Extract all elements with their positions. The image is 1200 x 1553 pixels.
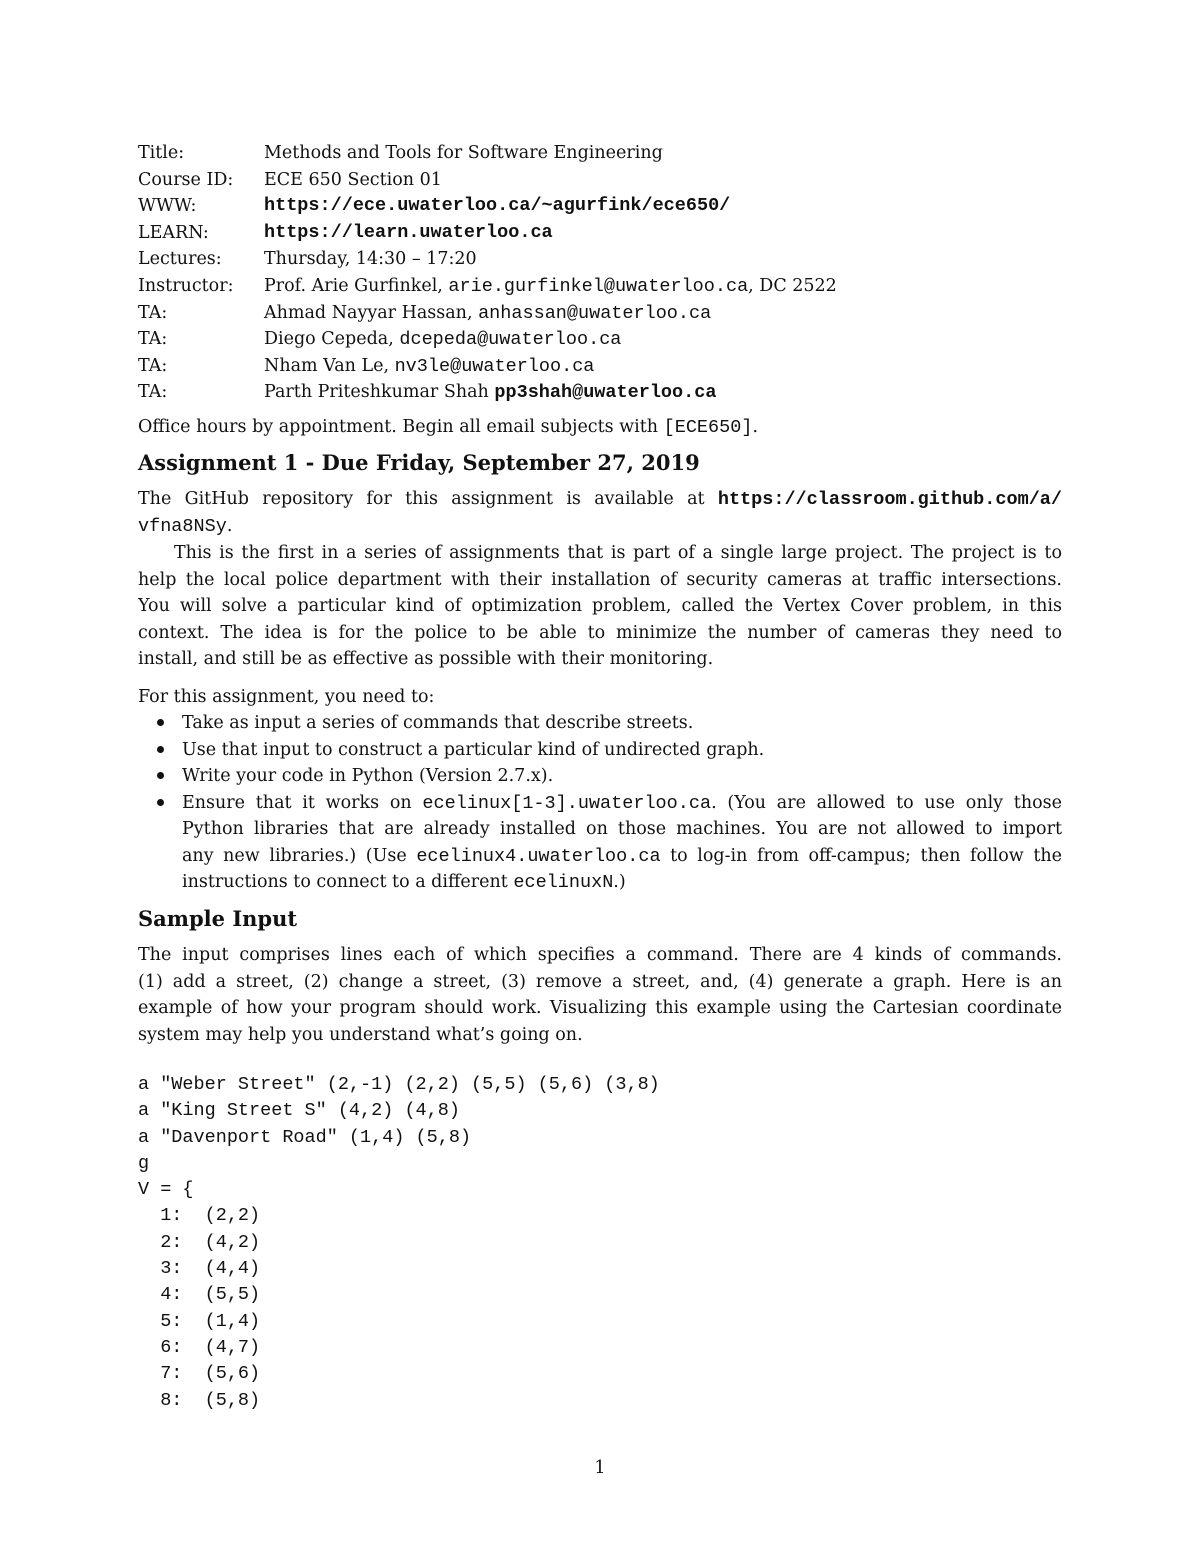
info-row-title [138,140,837,167]
bullet-line [182,790,1062,817]
code-line: 8: (5,8) [138,1389,261,1411]
host-name: ecelinuxN [513,872,614,893]
bullet-icon [138,790,182,896]
ta-email[interactable]: pp3shah@uwaterloo.ca [494,382,717,404]
list-item-text: Write your code in Python (Version 2.7.x). [182,766,554,786]
info-value [264,273,837,300]
paragraph-line: This is the first in a series of assignments that is part of a single large project. The project is to [174,543,1062,563]
code-line: a "Davenport Road" (1,4) (5,8) [138,1126,472,1148]
info-label: WWW: [138,196,197,217]
paragraph-line: context. The idea is for the police to be able to minimize the number of cameras they need to [138,622,1062,643]
ta-email[interactable]: nv3le@uwaterloo.ca [394,355,595,377]
office-text: Office hours by appointment. Begin all email subjects with [138,417,664,437]
info-row-ta [138,300,837,327]
ta-name: Diego Cepeda, [264,329,400,350]
list-item-text: Take as input a series of commands that describe streets. [182,713,694,733]
repo-end: . [226,515,233,536]
office-end: . [752,417,759,437]
info-label: Title: [138,143,185,163]
list-item-text [182,790,1062,896]
instructor-room: , DC 2522 [748,275,837,296]
ta-name: Parth Priteshkumar Shah [264,382,495,403]
info-row-lectures [138,246,837,273]
need-intro-text: For this assignment, you need to: [138,687,435,707]
code-line: 3: (4,4) [138,1258,261,1280]
list-item-text: Use that input to construct a particular kind of undirected graph. [182,739,765,760]
ta-name: Nham Van Le, [264,355,395,376]
code-line: 6: (4,7) [138,1336,261,1358]
text-span: Ensure that it works on [182,792,423,813]
subject-tag: [ECE650] [663,417,753,438]
course-info-table [138,140,837,406]
info-label: TA: [138,382,168,403]
requirements-list [138,710,1062,896]
repo-link-cont[interactable]: vfna8NSy [138,515,227,537]
info-row-instructor [138,273,837,300]
bullet-icon [138,710,182,737]
repo-intro: The GitHub repository for this assignment is available at [138,489,718,509]
www-link[interactable]: https://ece.uwaterloo.ca/~agurfink/ece650/ [264,195,731,217]
info-row-ta [138,379,837,406]
instructor-email[interactable]: arie.gurfinkel@uwaterloo.ca [448,275,749,297]
info-label: TA: [138,302,168,323]
bullet-line [182,869,1062,896]
repo-line-2 [138,513,1062,540]
bullet-icon [138,763,182,790]
ta-email[interactable]: dcepeda@uwaterloo.ca [399,329,622,351]
info-label: Course ID: [138,169,234,190]
office-hours-note [138,414,758,441]
sample-paragraph [138,942,1062,1048]
info-value: ECE 650 Section 01 [264,169,442,190]
sample-input-heading: Sample Input [138,906,298,931]
info-value [264,379,716,406]
assignment-heading: Assignment 1 - Due Friday, September 27, 2019 [138,450,700,475]
info-label: LEARN: [138,222,209,243]
info-value: Thursday, 14:30 – 17:20 [264,249,477,270]
code-line: 5: (1,4) [138,1310,261,1332]
code-line: 2: (4,2) [138,1231,261,1253]
text-span: .) [613,872,626,892]
info-row-learn [138,220,837,247]
bullet-line: Python libraries that are already installed on those machines. You are not allowed to import [182,819,1062,839]
code-line: 4: (5,5) [138,1284,261,1306]
text-span: instructions to connect to a different [182,872,514,892]
info-value [264,353,594,380]
host-name: ecelinux[1-3].uwaterloo.ca [422,792,712,814]
learn-link[interactable]: https://learn.uwaterloo.ca [264,221,553,243]
ta-email[interactable]: anhassan@uwaterloo.ca [478,302,712,324]
instructor-name: Prof. Arie Gurfinkel, [264,275,449,296]
host-name: ecelinux4.uwaterloo.ca [416,845,661,867]
info-row-course-id [138,167,837,194]
info-label: TA: [138,355,168,376]
info-row-www [138,193,837,220]
code-line: g [138,1152,150,1174]
paragraph-line: You will solve a particular kind of optimization problem, called the Vertex Cover problem, in this [138,596,1062,616]
info-value [264,300,711,327]
bullet-icon [138,737,182,764]
code-line: a "King Street S" (4,2) (4,8) [138,1100,460,1122]
info-label: TA: [138,329,168,350]
list-item [138,790,1062,896]
info-label: Instructor: [138,275,234,296]
bullet-line [182,843,1062,870]
info-row-ta [138,326,837,353]
paragraph-line: example of how your program should work. Visualizing this example using the Cartesian coordinate [138,998,1062,1018]
paragraph-line: The input comprises lines each of which specifies a command. There are 4 kinds of commands. [138,945,1062,965]
list-item [138,763,1062,790]
need-intro [138,684,1062,711]
paragraph-line: system may help you understand what’s going on. [138,1024,583,1045]
info-value: Methods and Tools for Software Engineering [264,143,663,163]
project-paragraph [138,540,1062,673]
repo-link[interactable]: https://classroom.github.com/a/ [717,489,1062,510]
repo-line-1 [138,486,1062,513]
text-span: to log-in from off-campus; then follow the [660,845,1062,866]
code-line: V = { [138,1179,194,1201]
code-line: 1: (2,2) [138,1205,261,1227]
ta-name: Ahmad Nayyar Hassan, [264,302,479,323]
text-span: any new libraries.) (Use [182,845,417,866]
paragraph-line: help the local police department with their installation of security cameras at traffic intersections. [138,569,1062,590]
code-line: a "Weber Street" (2,-1) (2,2) (5,5) (5,6) (3,8) [138,1074,660,1095]
list-item [138,710,1062,737]
page-number: 1 [594,1458,606,1478]
code-line: 7: (5,6) [138,1363,261,1385]
info-row-ta [138,353,837,380]
paragraph-line: install, and still be as effective as possible with their monitoring. [138,649,714,669]
list-item [138,737,1062,764]
info-value [264,326,621,353]
info-label: Lectures: [138,249,222,270]
paragraph-line: (1) add a street, (2) change a street, (3) remove a street, and, (4) generate a graph. Here is an [138,971,1062,992]
sample-code-block [138,1072,660,1414]
text-span: . (You are allowed to use only those [711,792,1062,813]
repo-paragraph [138,486,1062,539]
